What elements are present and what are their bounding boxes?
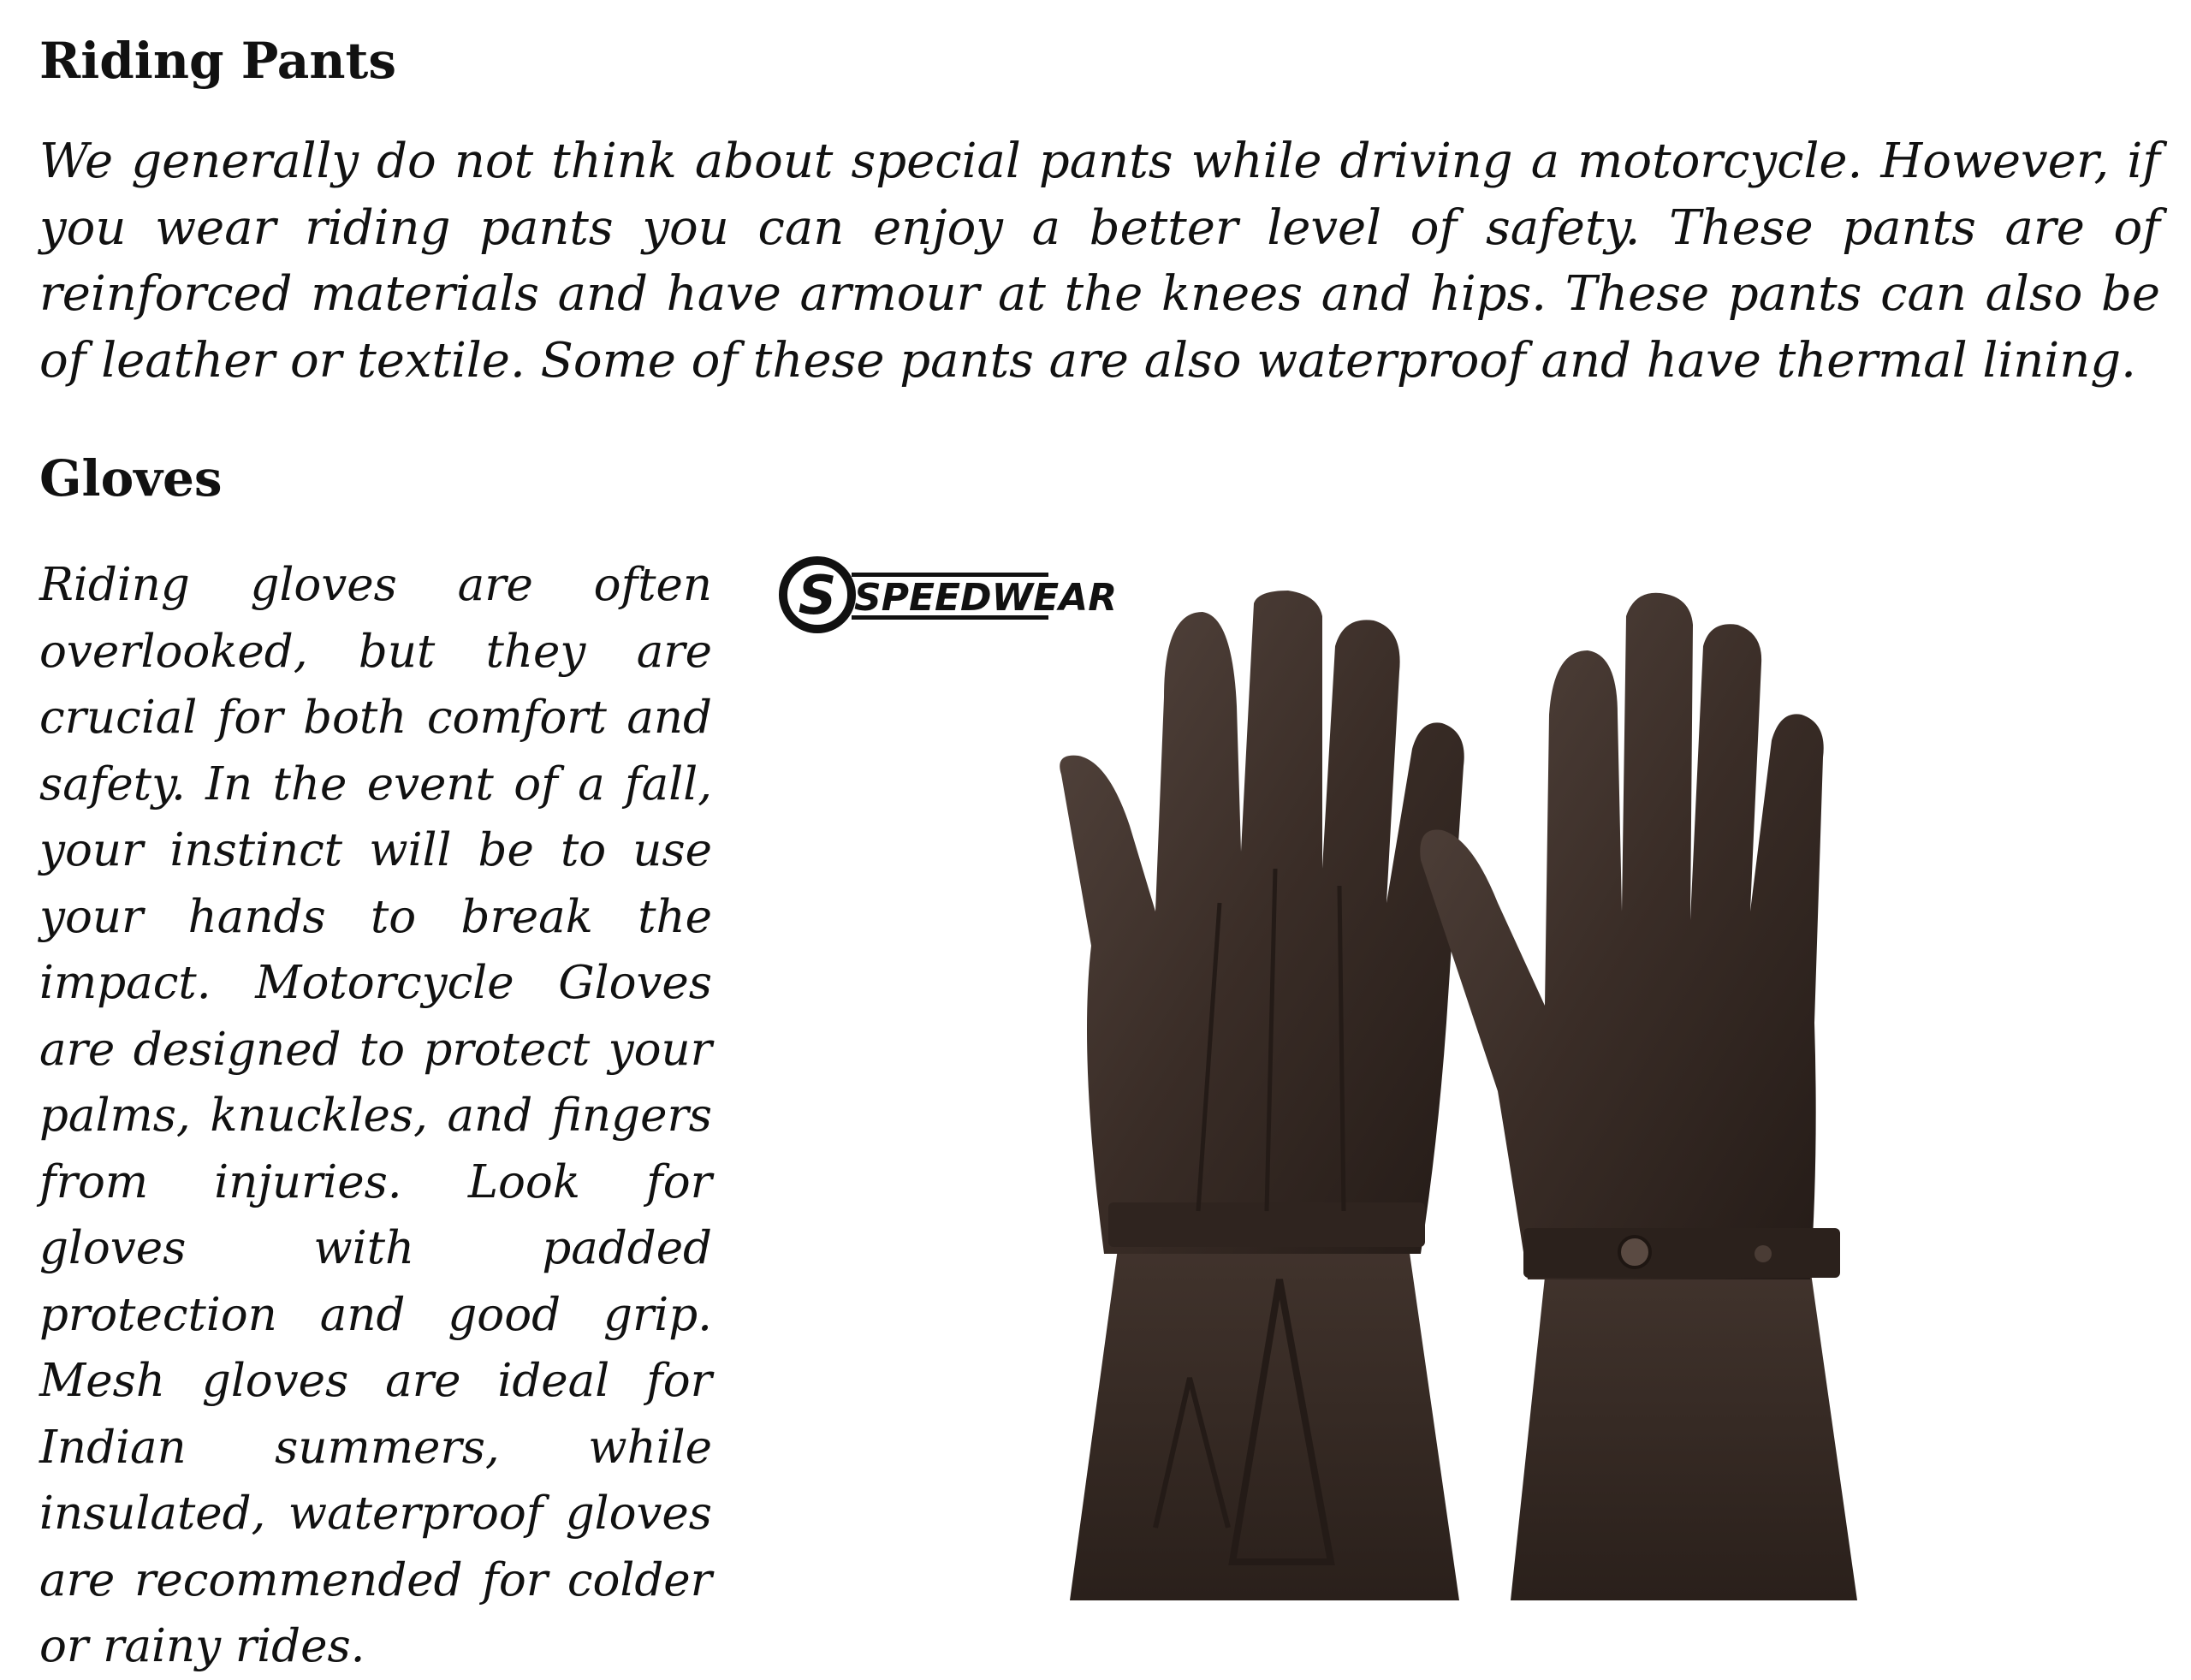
heading-riding-pants: Riding Pants — [39, 32, 396, 90]
svg-text:S: S — [798, 564, 837, 626]
right-glove — [1420, 593, 1857, 1600]
heading-gloves: Gloves — [39, 449, 223, 508]
paragraph-gloves: Riding gloves are often overlooked, but they are crucial for both comfort and safety. In the event of a fall, your instinct will be to use your hands to break the impact. Motorcycle Gloves are designed to protect your palms, knuckles, and fingers from injuries. Look for gloves with padded protection and good grip. Mesh gloves are ideal for Indian summers, while insulated, waterproof gloves are recommended for colder or rainy rides. — [39, 559, 712, 1672]
paragraph-riding-pants: We generally do not think about special pants while driving a motorcycle. However, if you wear riding pants you can enjoy a better level of safety. These pants are of reinforced materials and have armour at the knees and hips. These pants can also be of leather or textile. Some of these pants are also waterproof and have thermal lining. — [39, 134, 2160, 389]
gloves-product-photo — [753, 543, 2191, 1618]
speedwear-logo-text: SPEEDWEAR — [854, 576, 1118, 620]
left-glove — [1060, 591, 1464, 1600]
speedwear-logo — [783, 561, 1117, 629]
